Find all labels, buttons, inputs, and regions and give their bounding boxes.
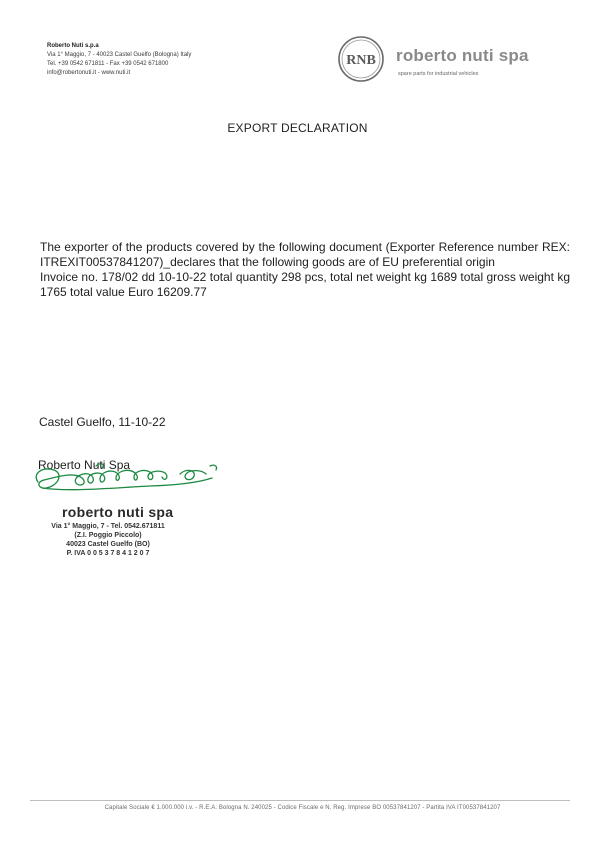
- legal-footer: Capitale Sociale € 1.000.000 i.v. - R.E.A. Bologna N. 240025 - Codice Fiscale e N. Reg. Imprese BO 00537841207 - Partita IVA IT00537841207: [104, 805, 501, 811]
- footer-divider: [30, 800, 570, 801]
- declaration-paragraph: The exporter of the products covered by the following document (Exporter Reference number REX: ITREXIT00537841207)_declares that the following goods are of EU preferential origin: [40, 240, 570, 269]
- stamp-city: 40023 Castel Guelfo (BO): [66, 541, 150, 548]
- sender-phone: Tel. +39 0542 671811 - Fax +39 0542 671800: [47, 61, 169, 67]
- stamp-vat: P. IVA 0 0 5 3 7 8 4 1 2 0 7: [66, 550, 150, 557]
- stamp-company-name: roberto nuti spa: [62, 504, 174, 520]
- sender-address: Via 1° Maggio, 7 - 40023 Castel Guelfo (Bologna) Italy: [47, 52, 192, 58]
- sender-block: [47, 42, 191, 78]
- document-title: EXPORT DECLARATION: [227, 121, 368, 135]
- place-date: Castel Guelfo, 11-10-22: [39, 415, 166, 429]
- company-logo: [337, 35, 385, 83]
- logo-monogram: RNB: [346, 53, 376, 68]
- stamp-zone: (Z.I. Poggio Piccolo): [74, 532, 142, 539]
- handwritten-signature: [30, 452, 225, 497]
- sender-email: info@robertonuti.it - www.nuti.it: [47, 70, 131, 76]
- stamp-address: Via 1° Maggio, 7 - Tel. 0542.671811: [51, 523, 165, 530]
- brand-name: roberto nuti spa: [396, 46, 529, 65]
- declaration-body: [40, 240, 570, 300]
- sender-company: Roberto Nuti s.p.a: [47, 43, 99, 49]
- invoice-paragraph: Invoice no. 178/02 dd 10-10-22 total quantity 298 pcs, total net weight kg 1689 total gross weight kg 1765 total value Euro 16209.77: [40, 270, 570, 299]
- signer-name: Roberto Nuti Spa: [38, 458, 131, 472]
- brand-tagline: spare parts for industrial vehicles: [398, 71, 479, 77]
